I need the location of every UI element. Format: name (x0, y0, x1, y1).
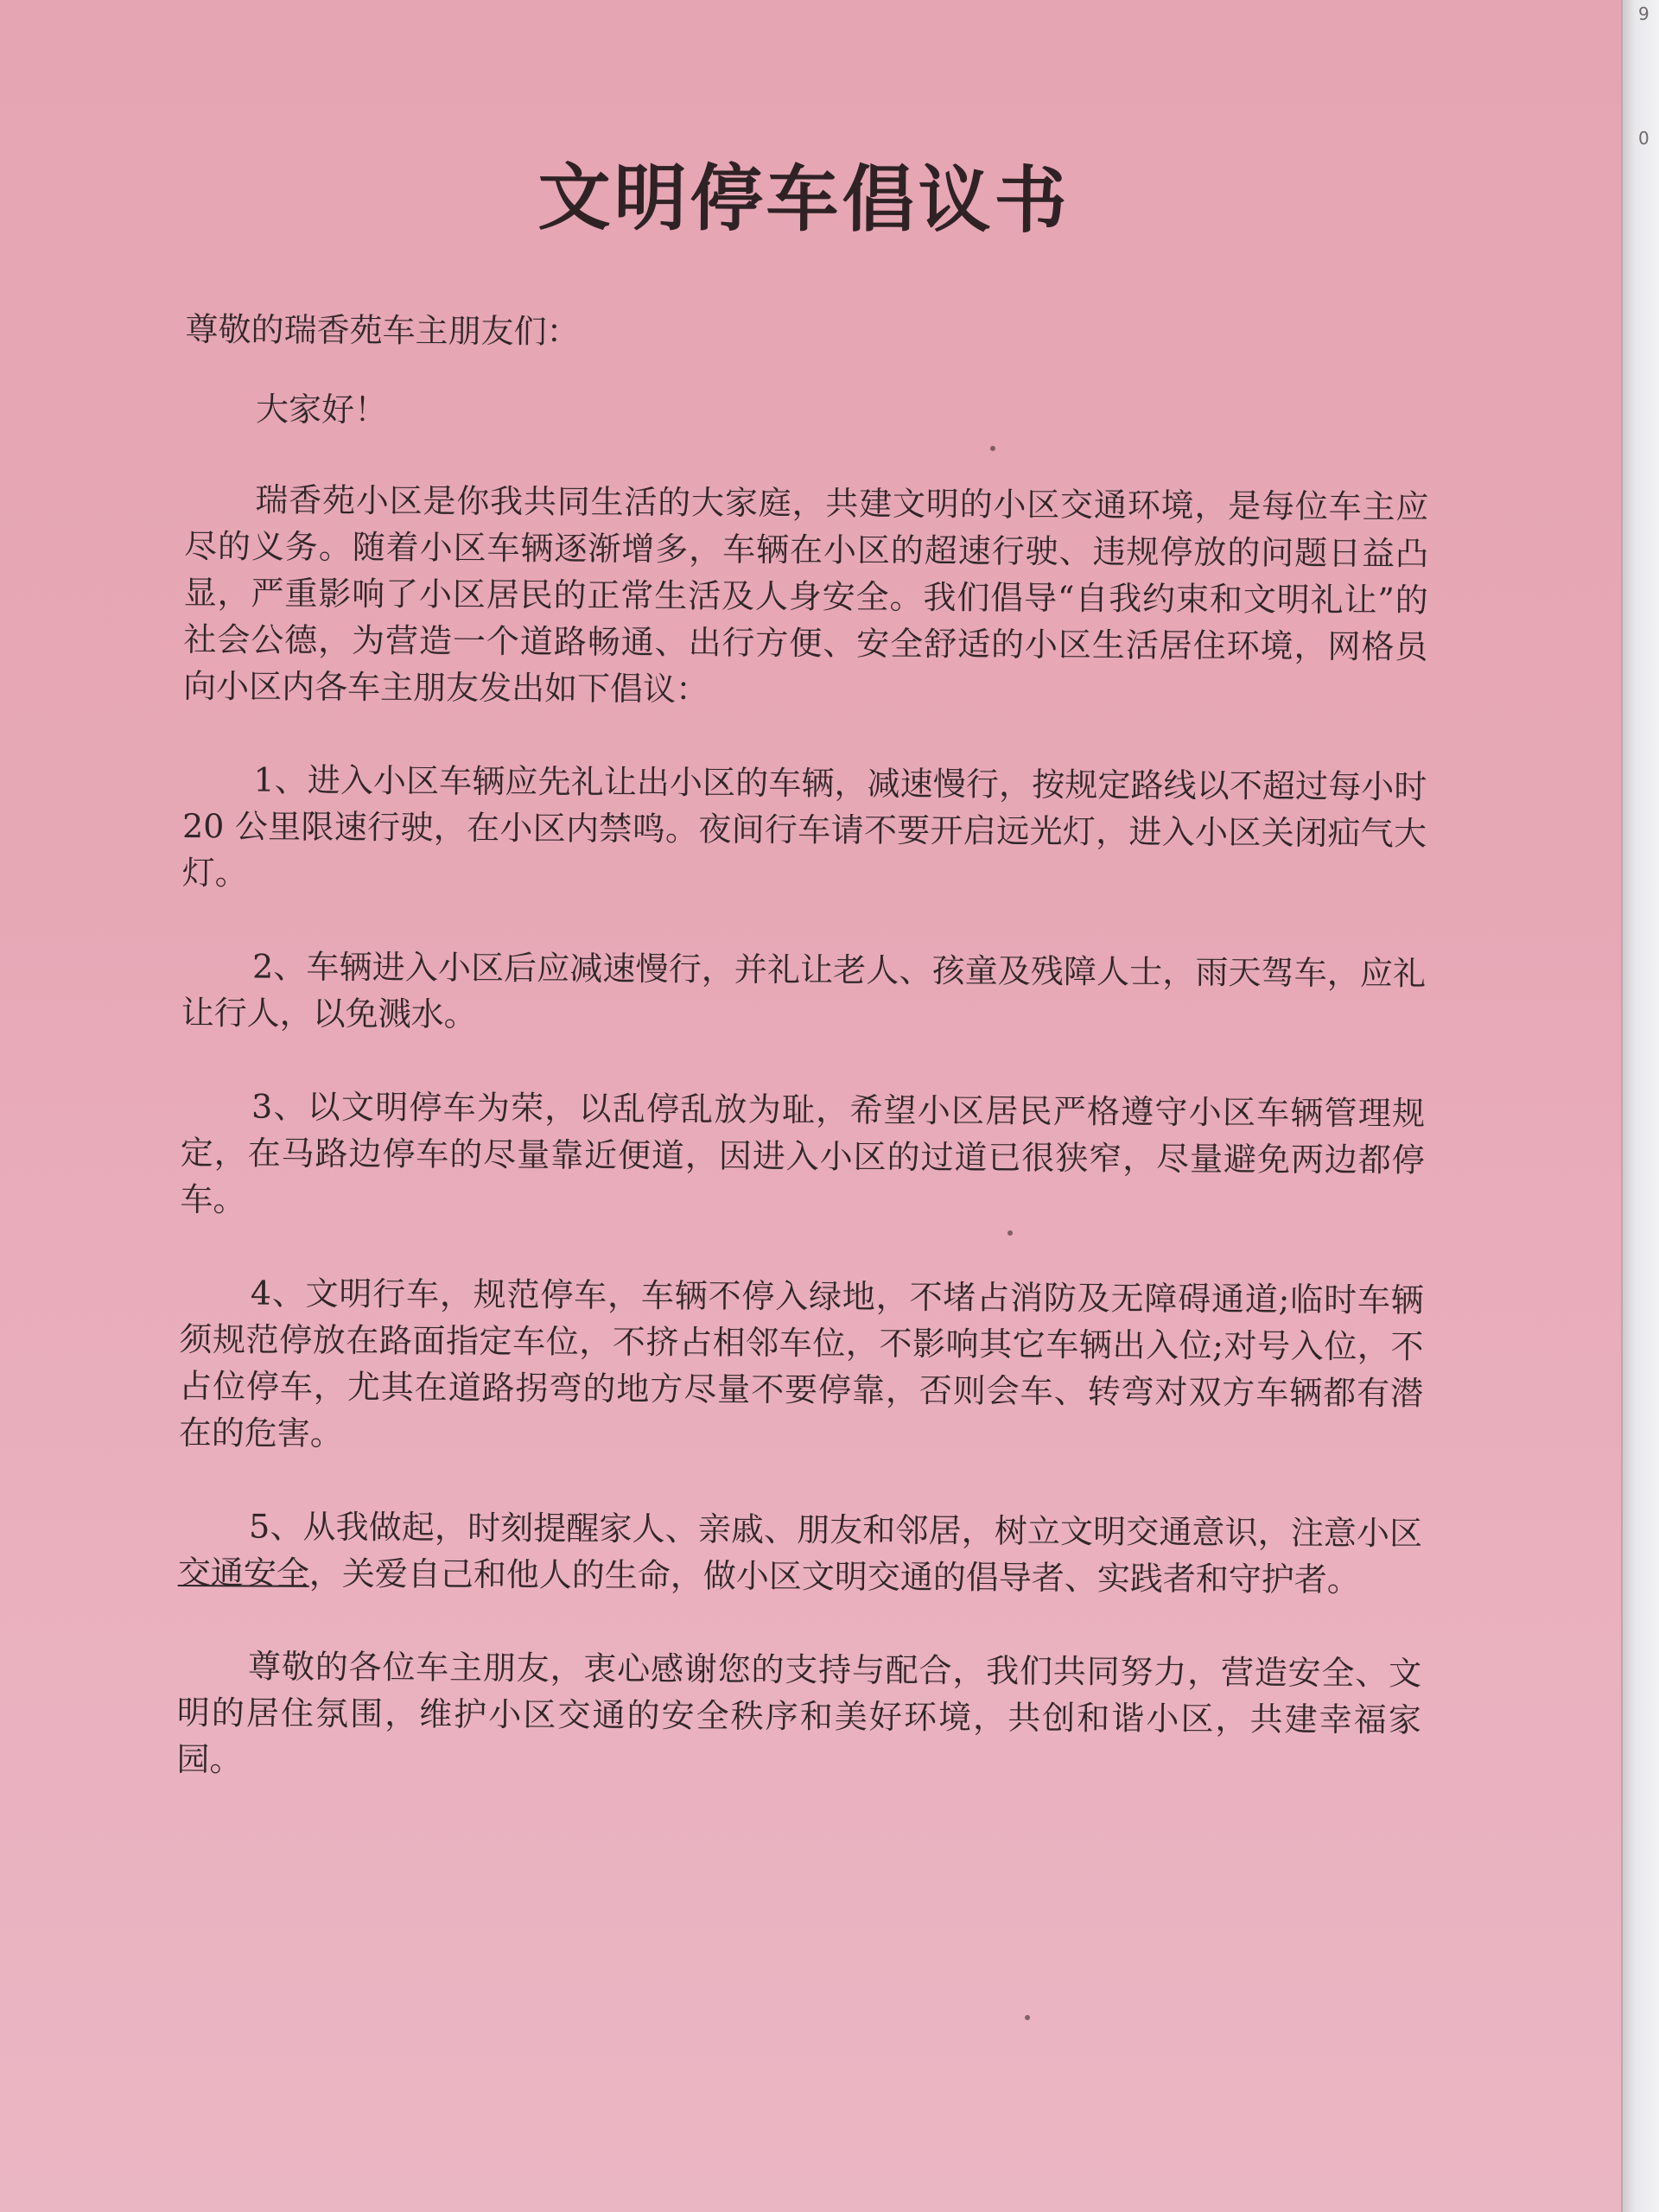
item-5-text-after: ，关爱自己和他人的生命，做小区文明交通的倡导者、实践者和守护者。 (308, 1554, 1360, 1599)
proposal-item-4: 4、文明行车，规范停车，车辆不停入绿地，不堵占消防及无障碍通道;临时车辆须规范停放在路面指定车位，不挤占相邻车位，不影响其它车辆出入位;对号入位，不占位停车，尤其在道路拐弯的地方尽量不要停靠，否则会车、转弯对双方车辆都有潜在的危害。 (178, 1274, 1424, 1452)
proposal-item-2: 2、车辆进入小区后应减速慢行，并礼让老人、孩童及残障人士，雨天驾车，应礼让行人，以免溅水。 (181, 947, 1427, 1033)
salutation: 尊敬的瑞香苑车主朋友们： (185, 309, 580, 351)
edge-mark-second: 0 (1638, 128, 1649, 149)
document-title: 文明停车倡议书 (537, 154, 1071, 244)
letter-body (176, 130, 1431, 1823)
proposal-item-5 (178, 1503, 1423, 1604)
greeting: 大家好！ (255, 390, 388, 429)
background-paper-edge (1621, 0, 1659, 2212)
underlined-phrase: 交通安全 (177, 1553, 309, 1592)
paper-speck (1007, 1230, 1013, 1236)
proposal-item-1: 1、进入小区车辆应先礼让出小区的车辆，减速慢行，按规定路线以不超过每小时 20 公里限速行驶，在小区内禁鸣。夜间行车请不要开启远光灯，进入小区关闭疝气大灯。 (181, 760, 1427, 893)
proposal-item-3: 3、以文明停车为荣，以乱停乱放为耻，希望小区居民严格遵守小区车辆管理规定，在马路边停车的尽量靠近便道，因进入小区的过道已很狭窄，尽量避免两边都停车。 (180, 1087, 1426, 1219)
item-5-text-before: 5、从我做起，时刻提醒家人、亲戚、朋友和邻居，树立文明交通意识，注意小区 (248, 1507, 1423, 1553)
paper-speck (990, 446, 995, 451)
paper-speck (1025, 2015, 1030, 2020)
intro-paragraph: 瑞香苑小区是你我共同生活的大家庭，共建文明的小区交通环境，是每位车主应尽的义务。随着小区车辆逐渐增多，车辆在小区的超速行驶、违规停放的问题日益凸显，严重影响了小区居民的正常生活及人身安全。我们倡导“自我约束和文明礼让”的社会公德，为营造一个道路畅通、出行方便、安全舒适的小区生活居住环境，网格员向小区内各车主朋友发出如下倡议： (182, 480, 1429, 709)
edge-mark-top: 9 (1638, 3, 1649, 24)
closing-paragraph: 尊敬的各位车主朋友，衷心感谢您的支持与配合，我们共同努力，营造安全、文明的居住氛围，维护小区交通的安全秩序和美好环境，共创和谐小区，共建幸福家园。 (176, 1647, 1422, 1779)
